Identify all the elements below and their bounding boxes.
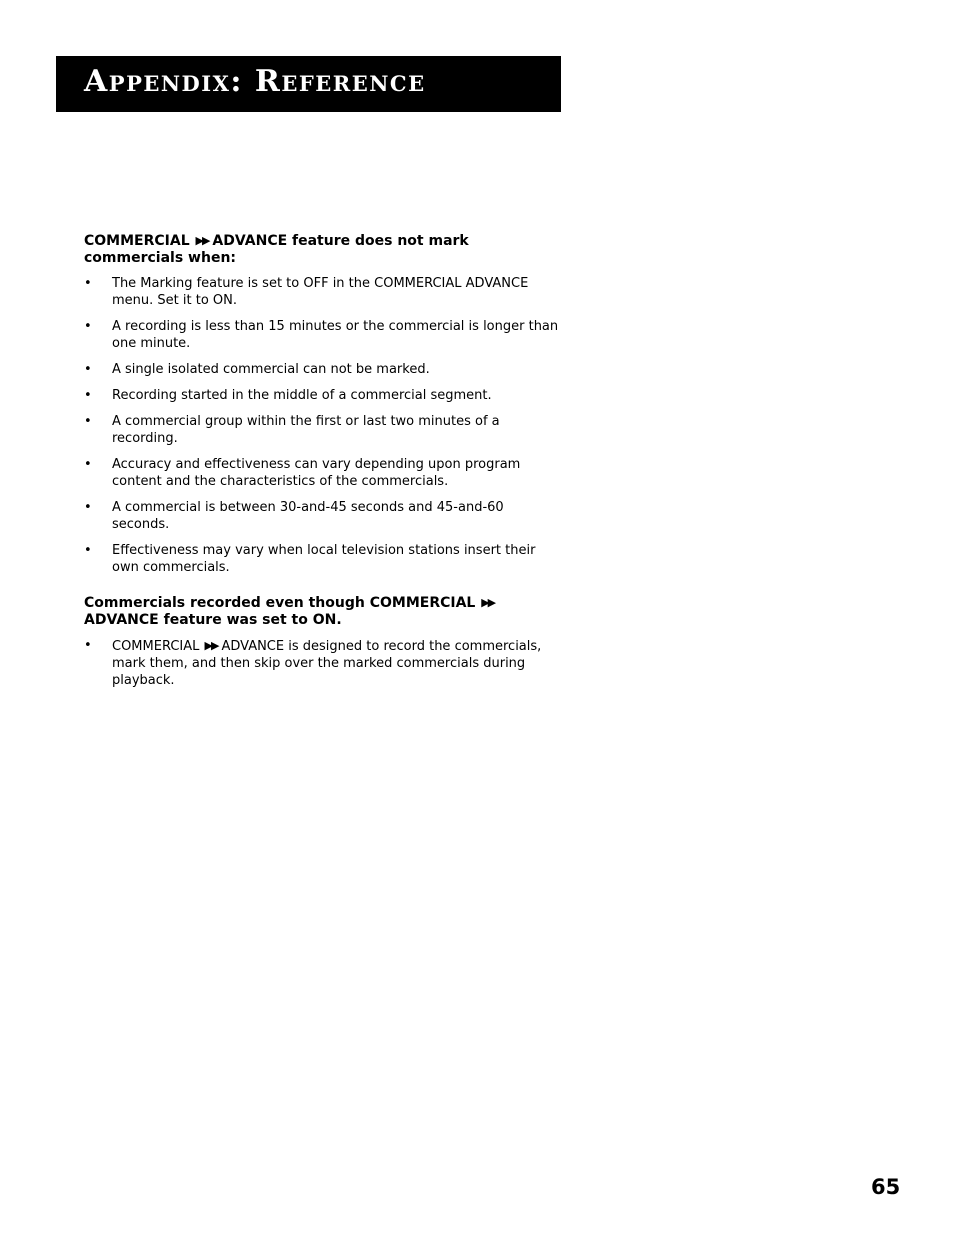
bullet-dot: • <box>84 276 92 291</box>
heading-text-post: ADVANCE feature does not mark commercials when: <box>84 233 469 266</box>
section-heading-recorded <box>84 594 560 629</box>
list-item <box>84 499 560 533</box>
bullet-dot: • <box>84 388 92 403</box>
bullet-dot: • <box>84 638 92 653</box>
list-item <box>84 387 560 404</box>
list-item-text: A commercial is between 30-and-45 seconds and 45-and-60 seconds. <box>112 500 504 532</box>
fast-forward-icon: ▶▶ <box>195 234 209 247</box>
list-item-text: The Marking feature is set to OFF in the COMMERCIAL ADVANCE menu. Set it to ON. <box>112 276 529 308</box>
list-item <box>84 318 560 352</box>
list-item-text: A commercial group within the first or last two minutes of a recording. <box>112 414 500 446</box>
section-heading-no-mark <box>84 232 560 267</box>
page-number: 65 <box>871 1175 901 1199</box>
section-recorded-anyway <box>84 594 560 689</box>
bullet-dot: • <box>84 414 92 429</box>
bullet-dot: • <box>84 457 92 472</box>
list-item-text: Recording started in the middle of a commercial segment. <box>112 388 492 403</box>
list-item-text: A recording is less than 15 minutes or the commercial is longer than one minute. <box>112 319 559 351</box>
fast-forward-icon: ▶▶ <box>204 639 218 652</box>
bullet-dot: • <box>84 500 92 515</box>
heading-text-pre: COMMERCIAL <box>84 233 190 249</box>
bullet-dot: • <box>84 319 92 334</box>
list-item <box>84 456 560 490</box>
fast-forward-icon: ▶▶ <box>481 596 495 609</box>
list-item-text-pre: COMMERCIAL <box>112 639 200 654</box>
list-item <box>84 637 560 689</box>
heading-text-post: ADVANCE feature was set to ON. <box>84 612 342 628</box>
header-banner <box>56 56 561 112</box>
list-item <box>84 542 560 576</box>
list-item-text: Accuracy and effectiveness can vary depending upon program content and the characteristics of the commercials. <box>112 457 521 489</box>
list-item-text: A single isolated commercial can not be marked. <box>112 362 430 377</box>
list-item-text: Effectiveness may vary when local television stations insert their own commercials. <box>112 543 536 575</box>
page-title: Appendix: Reference <box>84 64 426 99</box>
bullet-list-recorded <box>84 637 560 689</box>
bullet-dot: • <box>84 543 92 558</box>
bullet-list-no-mark <box>84 275 560 576</box>
list-item-text-post: ADVANCE is designed to record the commercials, mark them, and then skip over the marked commercials during playback. <box>112 639 542 688</box>
main-content <box>84 232 560 698</box>
list-item <box>84 413 560 447</box>
list-item <box>84 275 560 309</box>
bullet-dot: • <box>84 362 92 377</box>
heading-text-pre: Commercials recorded even though COMMERCIAL <box>84 595 476 611</box>
list-item <box>84 361 560 378</box>
